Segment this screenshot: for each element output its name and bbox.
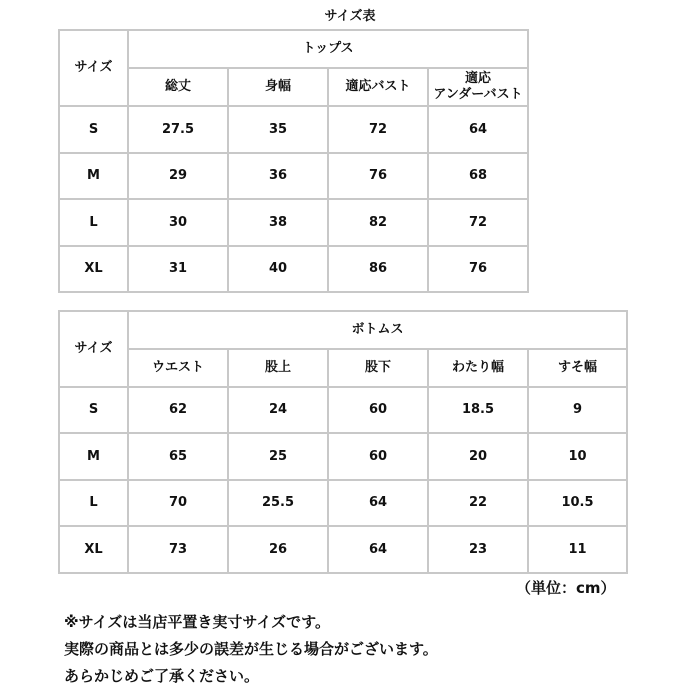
cell: 60 xyxy=(328,433,428,480)
bottoms-group-header: ボトムス xyxy=(128,311,627,349)
size-label: M xyxy=(59,433,128,480)
table-row xyxy=(59,526,627,573)
cell: 65 xyxy=(128,433,228,480)
cell: 20 xyxy=(428,433,528,480)
size-label: XL xyxy=(59,246,128,292)
tops-size-table xyxy=(58,29,529,293)
cell: 64 xyxy=(428,106,528,153)
column-header-bust: 適応バスト xyxy=(328,68,428,106)
column-header-thigh-width: わたり幅 xyxy=(428,349,528,387)
cell: 18.5 xyxy=(428,387,528,433)
size-label: S xyxy=(59,387,128,433)
cell: 62 xyxy=(128,387,228,433)
size-label: S xyxy=(59,106,128,153)
cell: 72 xyxy=(428,199,528,246)
column-header-waist: ウエスト xyxy=(128,349,228,387)
cell: 64 xyxy=(328,480,428,526)
cell: 35 xyxy=(228,106,328,153)
cell: 86 xyxy=(328,246,428,292)
cell: 24 xyxy=(228,387,328,433)
size-label: XL xyxy=(59,526,128,573)
cell: 25.5 xyxy=(228,480,328,526)
column-header-total-length: 総丈 xyxy=(128,68,228,106)
cell: 82 xyxy=(328,199,428,246)
cell: 70 xyxy=(128,480,228,526)
tops-group-header: トップス xyxy=(128,30,528,68)
size-header: サイズ xyxy=(59,311,128,387)
cell: 25 xyxy=(228,433,328,480)
size-label: M xyxy=(59,153,128,199)
table-row xyxy=(59,480,627,526)
unit-note: （単位：cm） xyxy=(516,579,616,597)
table-row xyxy=(59,199,528,246)
cell: 10 xyxy=(528,433,627,480)
cell: 64 xyxy=(328,526,428,573)
cell: 30 xyxy=(128,199,228,246)
cell: 68 xyxy=(428,153,528,199)
cell: 76 xyxy=(328,153,428,199)
cell: 72 xyxy=(328,106,428,153)
bottoms-size-table xyxy=(58,310,628,574)
column-header-body-width: 身幅 xyxy=(228,68,328,106)
column-header-inseam: 股下 xyxy=(328,349,428,387)
notes xyxy=(64,609,438,690)
size-header: サイズ xyxy=(59,30,128,106)
note-line: 実際の商品とは多少の誤差が生じる場合がございます。 xyxy=(64,640,438,658)
note-line: ※サイズは当店平置き実寸サイズです。 xyxy=(64,613,330,631)
cell: 38 xyxy=(228,199,328,246)
cell: 9 xyxy=(528,387,627,433)
cell: 11 xyxy=(528,526,627,573)
cell: 29 xyxy=(128,153,228,199)
table-row xyxy=(59,433,627,480)
column-header-hem-width: すそ幅 xyxy=(528,349,627,387)
cell: 60 xyxy=(328,387,428,433)
cell: 40 xyxy=(228,246,328,292)
note-line: あらかじめご了承ください。 xyxy=(64,667,260,685)
table-row xyxy=(59,246,528,292)
cell: 31 xyxy=(128,246,228,292)
table-row xyxy=(59,106,528,153)
cell: 22 xyxy=(428,480,528,526)
cell: 23 xyxy=(428,526,528,573)
size-label: L xyxy=(59,199,128,246)
size-label: L xyxy=(59,480,128,526)
table-row xyxy=(59,387,627,433)
cell: 73 xyxy=(128,526,228,573)
cell: 10.5 xyxy=(528,480,627,526)
page-title: サイズ表 xyxy=(324,9,376,24)
cell: 36 xyxy=(228,153,328,199)
column-header-rise: 股上 xyxy=(228,349,328,387)
table-row xyxy=(59,153,528,199)
column-header-underbust: 適応 アンダーバスト xyxy=(428,68,528,106)
cell: 27.5 xyxy=(128,106,228,153)
cell: 76 xyxy=(428,246,528,292)
cell: 26 xyxy=(228,526,328,573)
